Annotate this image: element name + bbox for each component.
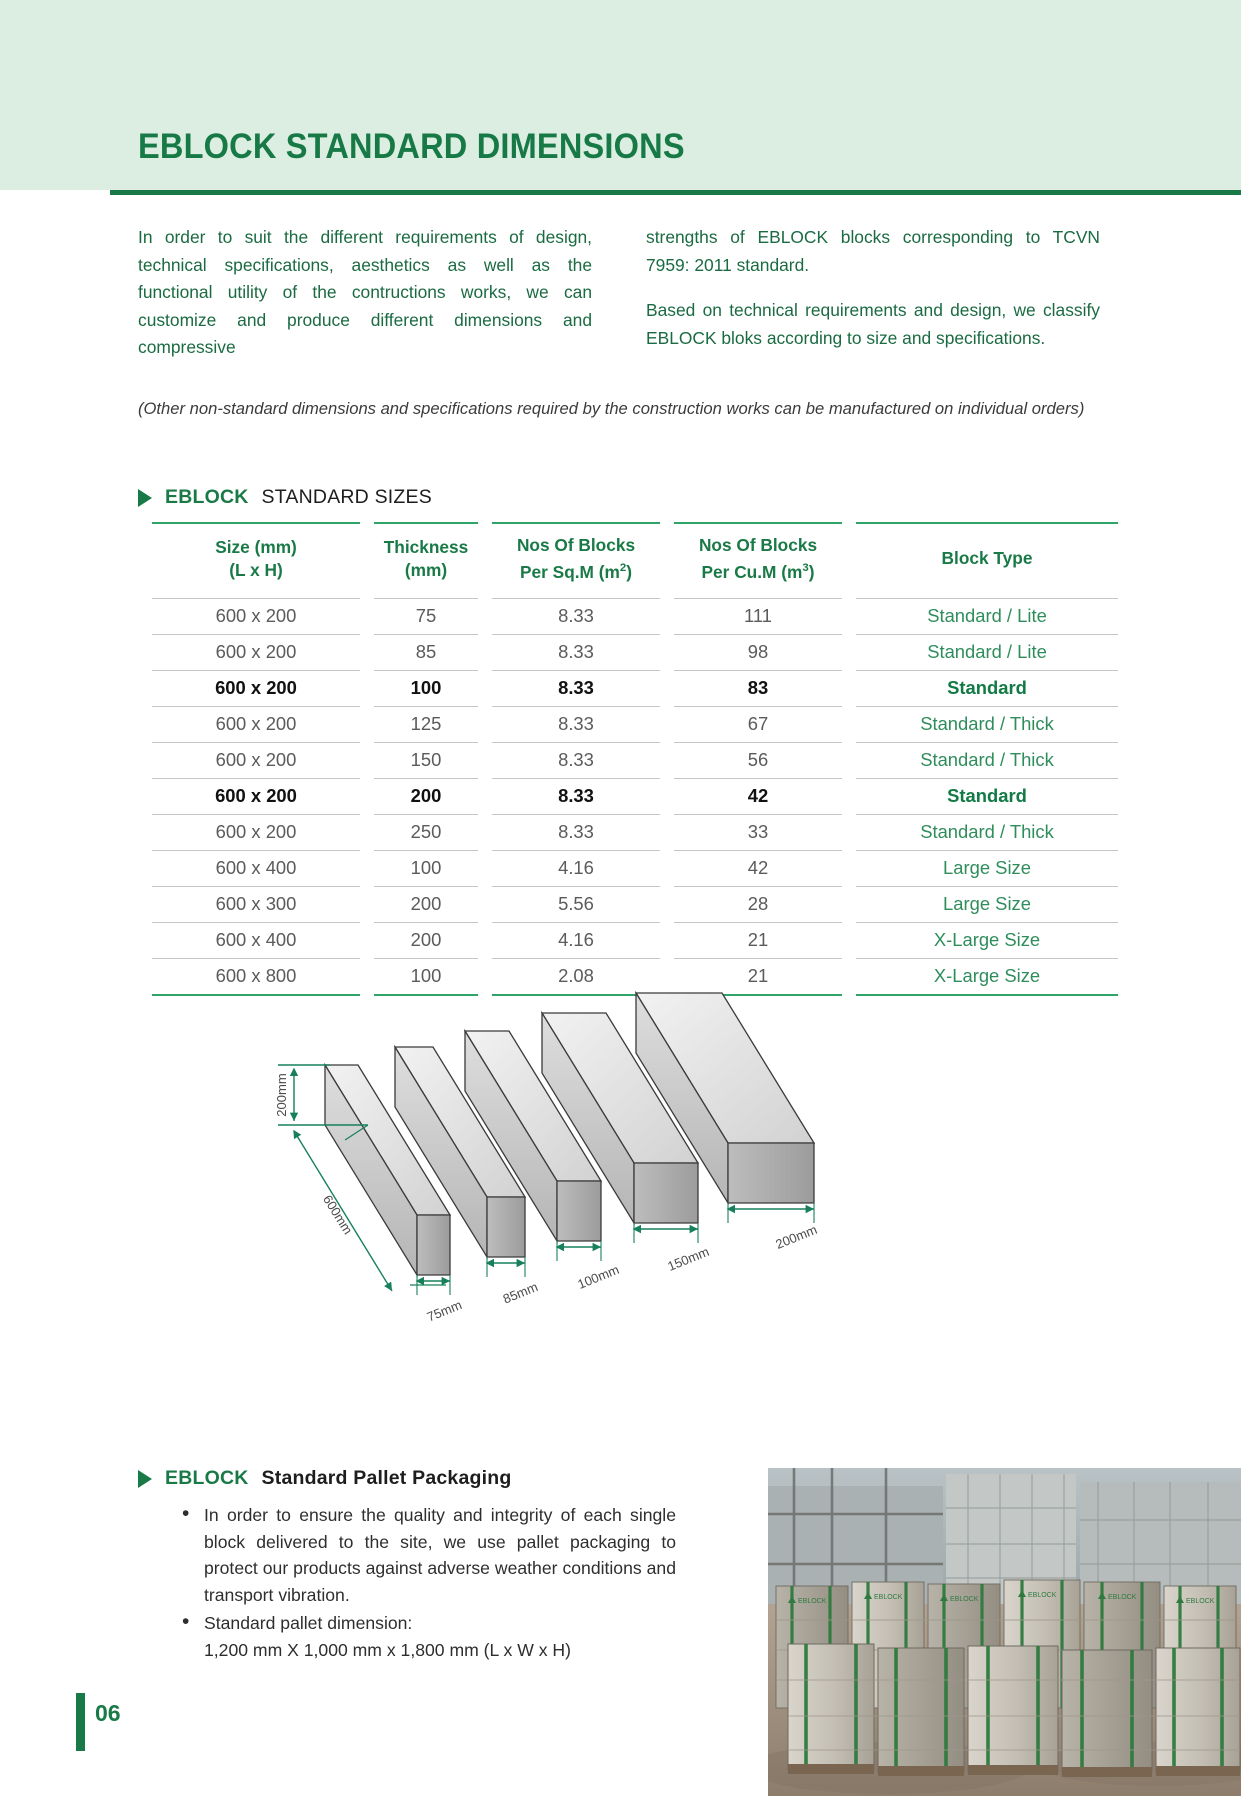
cell-block-type: X-Large Size [856,922,1118,958]
dimension-label-75mm: 75mm [424,1297,464,1325]
cell-thickness: 100 [374,958,478,996]
cell-per-cum: 21 [674,958,842,996]
intro-paragraph-left: In order to suit the different requirements of design, technical specifications, aesthetics as well as the functional utility of the contructions works, we can customize and produce different dimensions and compressive [138,227,592,357]
cell-thickness: 100 [374,670,478,706]
cell-per-sqm: 8.33 [492,670,660,706]
pallet-heading-brand: EBLOCK [165,1467,249,1489]
cell-per-cum: 42 [674,778,842,814]
photo-svg [768,1468,1241,1796]
pallet-bullet-2-line2: 1,200 mm X 1,000 mm x 1,800 mm (L x W x H) [204,1639,571,1660]
triangle-bullet-icon [138,1470,152,1488]
cell-size: 600 x 200 [152,814,360,850]
svg-text:EBLOCK: EBLOCK [1108,1594,1137,1601]
intro-note: (Other non-standard dimensions and specifications required by the construction works can be manufactured on individual orders) [138,399,1085,418]
cell-size: 600 x 200 [152,706,360,742]
standard-sizes-table-wrapper [138,522,1128,996]
table-header-row [152,522,1118,598]
column-header-block-type-line1: Block Type [941,548,1033,569]
footer-accent-bar [76,1693,85,1751]
cell-block-type: Standard / Lite [856,634,1118,670]
cell-per-sqm: 4.16 [492,850,660,886]
column-header-size [152,522,360,598]
dimension-thickness-75 [417,1275,464,1325]
cell-per-cum: 28 [674,886,842,922]
table-row [152,742,1118,778]
table-row [152,850,1118,886]
cell-thickness: 75 [374,598,478,634]
dimension-thickness-150 [634,1223,711,1274]
cell-per-cum: 98 [674,634,842,670]
column-header-per-cum-line1: Nos Of Blocks [698,535,818,555]
cell-per-sqm: 4.16 [492,922,660,958]
table-row [152,886,1118,922]
svg-text:EBLOCK: EBLOCK [950,1596,979,1603]
cell-per-sqm: 8.33 [492,814,660,850]
page-title: EBLOCK STANDARD DIMENSIONS [138,127,685,166]
column-header-size-line2: (L x H) [229,559,283,580]
standard-sizes-table [138,522,1132,996]
cell-block-type: Standard / Thick [856,706,1118,742]
dimension-thickness-85 [487,1257,540,1307]
dimension-thickness-100 [557,1241,621,1292]
cell-per-cum: 42 [674,850,842,886]
cell-thickness: 200 [374,922,478,958]
cell-thickness: 100 [374,850,478,886]
pallet-packaging-list [176,1502,676,1663]
section-heading-brand: EBLOCK [165,486,249,508]
cell-thickness: 200 [374,778,478,814]
intro-paragraph-right-2: Based on technical requirements and design, we classify EBLOCK bloks according to size and specifications. [646,300,1100,348]
table-row [152,598,1118,634]
cell-block-type: X-Large Size [856,958,1118,996]
cell-size: 600 x 400 [152,922,360,958]
cell-per-cum: 67 [674,706,842,742]
header-divider [110,190,1241,195]
cell-size: 600 x 200 [152,598,360,634]
column-header-per-sqm [492,522,660,598]
cell-per-sqm: 8.33 [492,598,660,634]
intro-left-column [138,224,592,362]
column-header-thickness-line2: (mm) [404,559,448,580]
cell-size: 600 x 200 [152,742,360,778]
cell-per-cum: 111 [674,598,842,634]
cell-block-type: Standard / Lite [856,598,1118,634]
cell-block-type: Standard [856,778,1118,814]
column-header-thickness-line1: Thickness [383,536,469,557]
cell-per-cum: 56 [674,742,842,778]
dimension-label-85mm: 85mm [500,1279,540,1307]
pallet-bullet-2-line1: • Standard pallet dimension: [204,1613,413,1633]
cell-block-type: Standard / Thick [856,742,1118,778]
pallet-heading-text: Standard Pallet Packaging [261,1467,512,1489]
dimension-label-150mm: 150mm [665,1243,712,1274]
svg-text:EBLOCK: EBLOCK [798,1598,827,1605]
cell-per-cum: 33 [674,814,842,850]
cell-per-sqm: 8.33 [492,634,660,670]
table-header [152,522,1118,598]
intro-columns [138,224,1100,362]
section-heading-text: STANDARD SIZES [261,486,432,508]
pallet-bullet-list [176,1502,676,1663]
list-item [176,1502,676,1608]
cell-per-cum: 83 [674,670,842,706]
cell-block-type: Standard / Thick [856,814,1118,850]
dimension-label-200mm: 200mm [773,1221,820,1252]
column-header-per-sqm-line1: Nos Of Blocks [516,535,636,555]
cell-per-cum: 21 [674,922,842,958]
table-row [152,778,1118,814]
pallet-bullet-1-text: In order to ensure the quality and integrity of each single block delivered to the site, we use pallet packaging to protect our products against adverse weather conditions and transport vibration. [204,1505,676,1605]
diagram-svg [250,985,950,1385]
cell-thickness: 125 [374,706,478,742]
triangle-bullet-icon [138,489,152,507]
dimension-thickness-200 [728,1203,819,1252]
cell-per-sqm: 2.08 [492,958,660,996]
cell-thickness: 250 [374,814,478,850]
column-header-per-cum [674,522,842,598]
table-body [152,598,1118,996]
cell-size: 600 x 200 [152,778,360,814]
column-header-per-cum-line2: Per Cu.M $(m^3)$ [701,561,815,582]
cell-per-sqm: 8.33 [492,742,660,778]
cell-thickness: 200 [374,886,478,922]
cell-size: 600 x 200 [152,634,360,670]
dimension-label-100mm: 100mm [575,1261,622,1292]
cell-size: 600 x 800 [152,958,360,996]
cell-size: 600 x 200 [152,670,360,706]
table-row [152,706,1118,742]
intro-paragraph-right-1: strengths of EBLOCK blocks corresponding to TCVN 7959: 2011 standard. [646,227,1100,275]
column-header-block-type [856,522,1118,598]
cell-thickness: 85 [374,634,478,670]
cell-block-type: Large Size [856,886,1118,922]
table-row [152,922,1118,958]
list-item [176,1610,676,1663]
cell-per-sqm: 8.33 [492,706,660,742]
svg-text:EBLOCK: EBLOCK [874,1594,903,1601]
cell-thickness: 150 [374,742,478,778]
cell-size: 600 x 400 [152,850,360,886]
section-heading-standard-sizes [138,486,432,509]
cell-size: 600 x 300 [152,886,360,922]
cell-per-sqm: 8.33 [492,778,660,814]
svg-text:EBLOCK: EBLOCK [1028,1592,1057,1599]
cell-block-type: Large Size [856,850,1118,886]
column-header-per-sqm-line2: Per Sq.M $(m^2)$ [520,561,632,582]
intro-right-column [646,224,1100,362]
cell-block-type: Standard [856,670,1118,706]
svg-text:EBLOCK: EBLOCK [1186,1598,1215,1605]
table-row [152,814,1118,850]
column-header-thickness [374,522,478,598]
page-number: 06 [95,1700,121,1726]
cell-per-sqm: 5.56 [492,886,660,922]
table-row [152,670,1118,706]
table-row [152,634,1118,670]
column-header-size-line1: Size (mm) [215,536,297,557]
dimension-label-length: 600mm [319,1192,356,1237]
block-thickness-diagram [250,985,950,1385]
dimension-label-height: 200mm [274,1073,289,1117]
pallet-packaging-photo [768,1468,1241,1796]
section-heading-pallet-packaging [138,1467,511,1490]
